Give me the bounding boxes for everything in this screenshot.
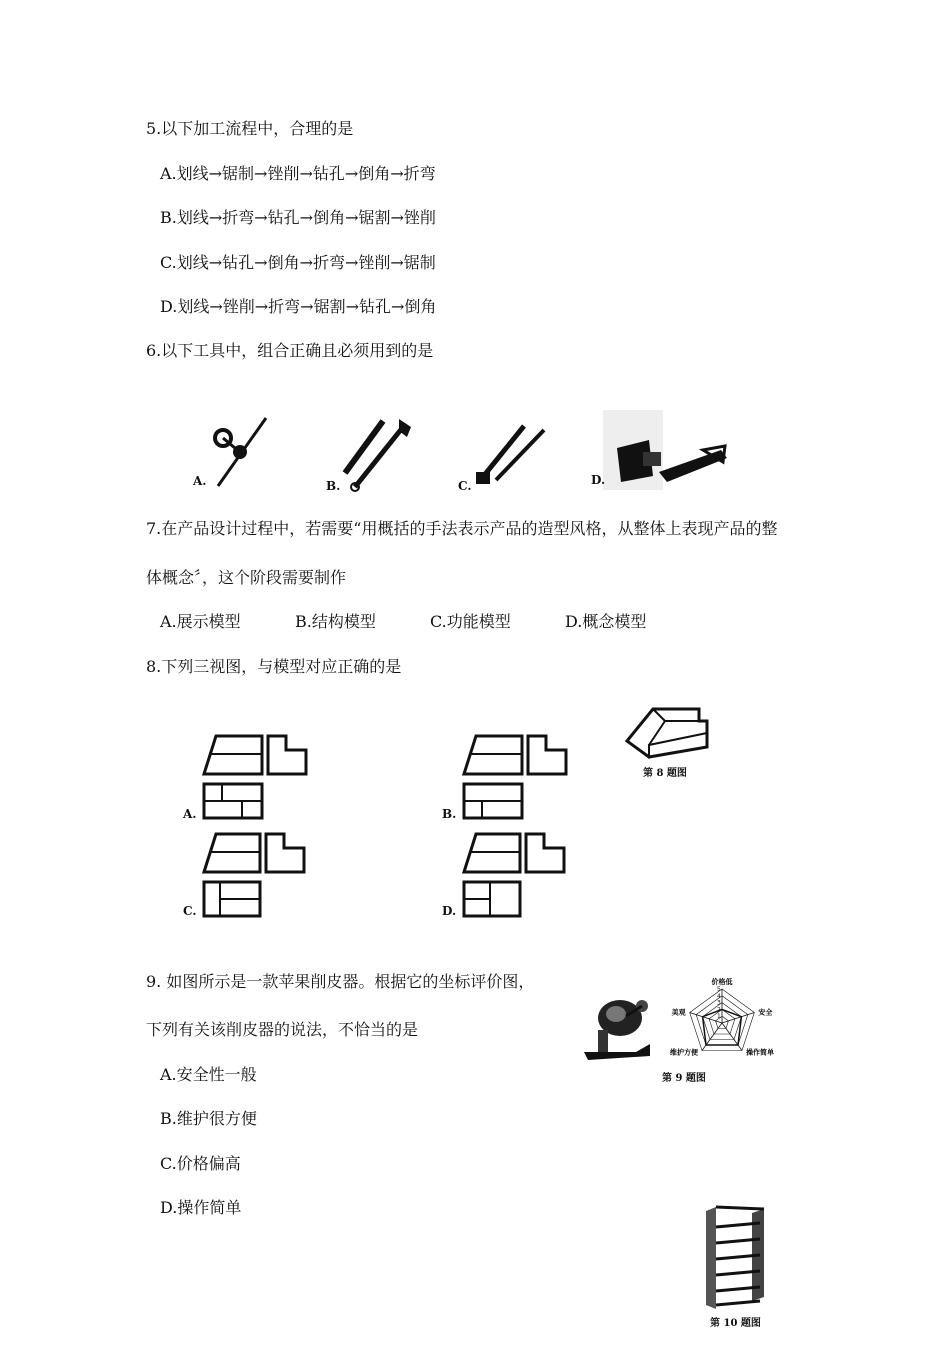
radar-axis-label: 操作简单 — [745, 1048, 774, 1057]
q8-label-b: B. — [442, 807, 457, 821]
q10-shelf-image — [700, 1205, 775, 1310]
q7-option-d: D.概念模型 — [565, 612, 647, 631]
tool-d-vise-saw-icon — [603, 410, 733, 495]
radar-tick-label: 5 — [717, 986, 721, 993]
q5-stem: 5.以下加工流程中，合理的是 — [146, 119, 354, 138]
tool-c-hammer-file-icon — [470, 420, 555, 490]
q9-option-d: D.操作简单 — [160, 1198, 242, 1217]
q8-option-a-views — [200, 732, 315, 822]
radar-tick-label: 4 — [717, 992, 721, 1000]
q7-option-b: B.结构模型 — [295, 612, 376, 631]
q8-label-c: C. — [183, 904, 197, 918]
radar-axis-label: 价格低 — [711, 978, 733, 986]
q9-radar-chart — [660, 975, 790, 1070]
radar-tick-label: 2 — [717, 1006, 721, 1014]
q8-label-d: D. — [442, 904, 457, 918]
q9-option-a: A.安全性一般 — [160, 1065, 257, 1084]
radar-tick-label: 3 — [717, 999, 721, 1007]
q6-label-a: A. — [193, 474, 207, 488]
q5-option-b: B.划线→折弯→钻孔→倒角→锯割→锉削 — [160, 208, 436, 227]
q6-label-d: D. — [591, 473, 606, 487]
q7-stem-line2: 体概念〞，这个阶段需要制作 — [146, 568, 347, 587]
radar-axis-label: 维护方便 — [670, 1048, 699, 1057]
q6-label-b: B. — [326, 479, 341, 493]
q8-option-c-views — [200, 830, 315, 920]
radar-tick-labels — [717, 986, 721, 1020]
q9-option-b: B.维护很方便 — [160, 1109, 257, 1128]
q5-option-c: C.划线→钻孔→倒角→折弯→锉削→锯制 — [160, 253, 436, 272]
q8-model-figure — [625, 703, 715, 763]
q9-caption: 第 9 题图 — [662, 1073, 706, 1084]
q9-apple-peeler-image — [580, 990, 660, 1062]
radar-axis-label: 安全 — [758, 1008, 773, 1017]
q6-label-c: C. — [458, 479, 472, 493]
q7-option-a: A.展示模型 — [160, 612, 241, 631]
q8-option-b-views — [460, 732, 575, 822]
q8-caption: 第 8 题图 — [643, 768, 687, 779]
radar-axis-label: 美观 — [671, 1008, 686, 1017]
q6-stem: 6.以下工具中，组合正确且必须用到的是 — [146, 341, 434, 360]
q8-label-a: A. — [183, 807, 197, 821]
q5-option-a: A.划线→锯制→锉削→钻孔→倒角→折弯 — [160, 164, 436, 183]
q7-stem-line1: 7.在产品设计过程中，若需要“用概括的手法表示产品的造型风格，从整体上表现产品的整 — [146, 519, 778, 538]
q10-caption: 第 10 题图 — [710, 1318, 761, 1329]
q8-stem: 8.下列三视图，与模型对应正确的是 — [146, 657, 402, 676]
radar-tick-label: 1 — [717, 1013, 721, 1021]
q7-option-c: C.功能模型 — [430, 612, 511, 631]
q9-stem-line2: 下列有关该削皮器的说法，不恰当的是 — [146, 1020, 419, 1039]
q9-stem-line1: 9. 如图所示是一款苹果削皮器。根据它的坐标评价图， — [146, 972, 535, 991]
q8-option-d-views — [460, 830, 575, 920]
radar-axes — [690, 989, 755, 1051]
q9-option-c: C.价格偏高 — [160, 1154, 241, 1173]
q5-option-d: D.划线→锉削→折弯→锯割→钻孔→倒角 — [160, 297, 437, 316]
